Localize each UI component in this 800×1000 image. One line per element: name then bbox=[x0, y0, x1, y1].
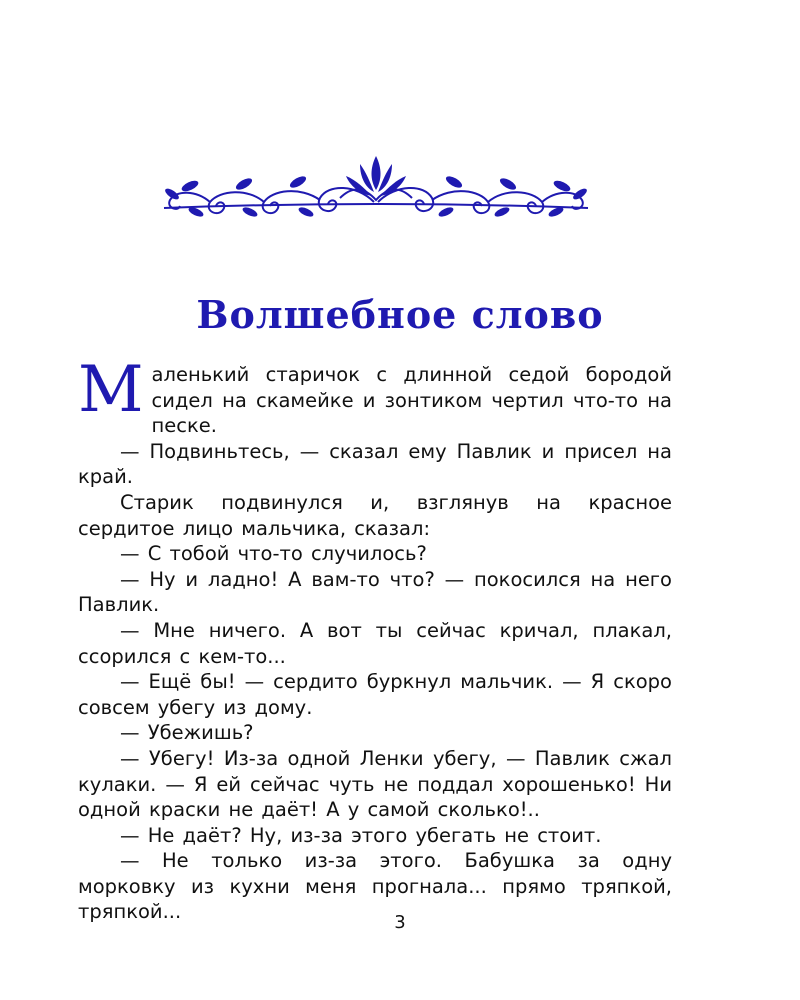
story-title: Волшебное слово bbox=[196, 292, 604, 337]
page-number: 3 bbox=[394, 912, 406, 933]
paragraph: — Подвиньтесь, — сказал ему Павлик и присел на край. bbox=[78, 439, 672, 489]
paragraph: — Не только из-за этого. Бабушка за одну морковку из кухни меня прогнала... прямо тряпкой, тряпкой... bbox=[78, 849, 672, 924]
paragraph: — Ещё бы! — сердито буркнул мальчик. — Я скоро совсем убегу из дому. bbox=[78, 670, 672, 719]
paragraph: — Убежишь? bbox=[120, 721, 254, 745]
paragraph: — Мне ничего. А вот ты сейчас кричал, плакал, ссорился с кем-то... bbox=[78, 618, 672, 668]
paragraph: — Убегу! Из-за одной Ленки убегу, — Павлик сжал кулаки. — Я ей сейчас чуть не поддал хорошенько! Ни одной краски не даёт! А у самой сколько!.. bbox=[78, 746, 672, 822]
paragraph bbox=[78, 353, 672, 439]
paragraph: — Не даёт? Ну, из-за этого убегать не стоит. bbox=[120, 823, 602, 847]
drop-cap: М bbox=[78, 353, 144, 427]
paragraph: — С тобой что-то случилось? bbox=[120, 542, 427, 566]
story-text bbox=[78, 353, 672, 925]
decorative-ornament-icon bbox=[160, 150, 592, 220]
paragraph: — Ну и ладно! А вам-то что? — покосился на него Павлик. bbox=[78, 567, 672, 617]
first-paragraph-text: аленький старичок с длинной седой бородой сидел на скамейке и зонтиком чертил что-то на песке. bbox=[151, 363, 672, 438]
paragraph: Старик подвинулся и, взглянув на красное сердитое лицо мальчика, сказал: bbox=[78, 490, 672, 540]
